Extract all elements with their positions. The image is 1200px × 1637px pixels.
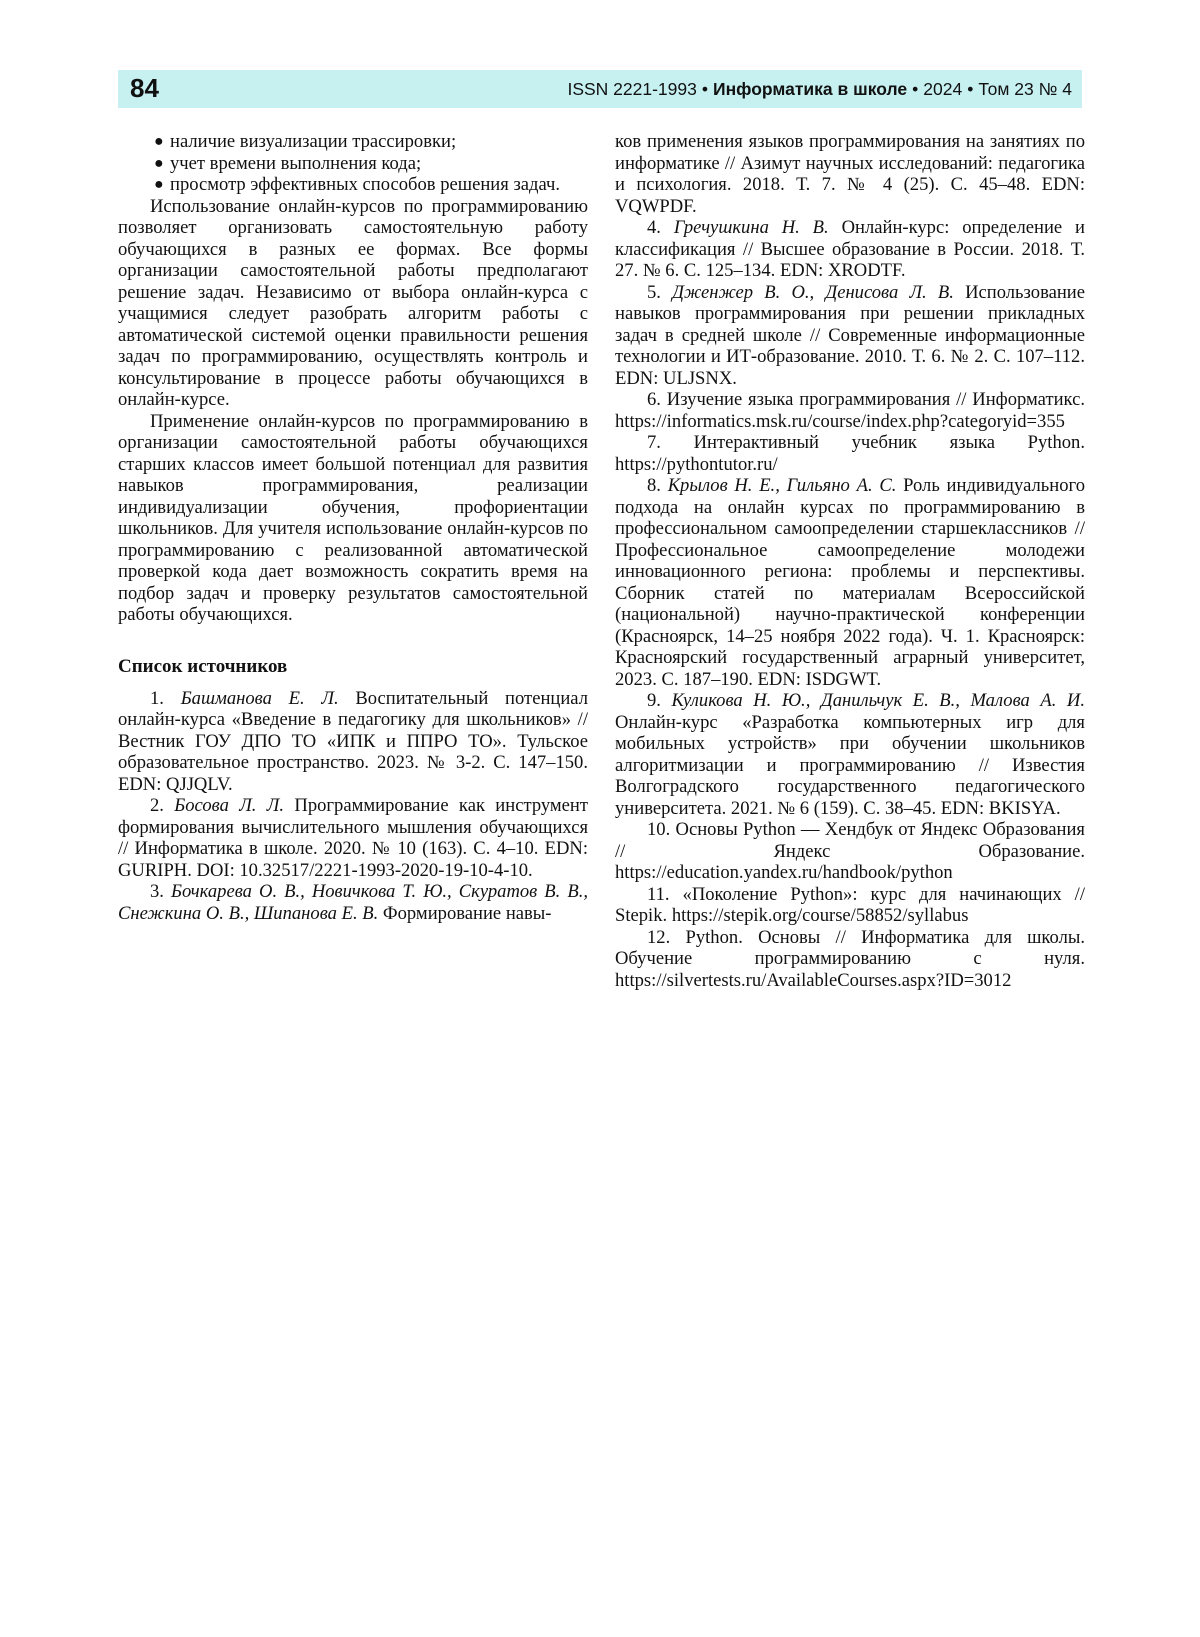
reference-item: 2. Босова Л. Л. Программирование как инструмент формирования вычислительного мышления обучающихся // Информатика в школе. 2020. № 10 (163). С. 4–10. EDN: GURIPH. DOI: 10.32517/2221-1993-2020-19-10-4-10. xyxy=(118,795,589,881)
reference-item: 3. Бочкарева О. В., Новичкова Т. Ю., Скуратов В. В., Снежкина О. В., Шипанова Е. В. Формирование навы- xyxy=(118,881,588,924)
reference-item: 4. Гречушкина Н. В. Онлайн-курс: определение и классификация // Высшее образование в России. 2018. Т. 27. № 6. С. 125–134. EDN: XRODTF. xyxy=(615,217,1086,281)
paragraph: Использование онлайн-курсов по программированию позволяет организовать самостоятельную работу обучающихся в разных ее формах. Все формы организации самостоятельной работы предполагают решение задач. Независимо от выбора онлайн-курса с учащимися следует разобрать алгоритм работы с автоматической системой оценки правильности решения задач по программированию, осуществлять контроль и консультирование в процессе работы обучающихся в онлайн-курсе. xyxy=(118,195,588,410)
reference-continuation: ков применения языков программирования на занятиях по информатике // Азимут научных исследований: педагогика и психология. 2018. Т. 7. № 4 (25). С. 45–48. EDN: VQWPDF. xyxy=(615,131,1085,217)
bullet-icon: ● xyxy=(154,154,164,172)
bullet-list xyxy=(118,131,588,196)
reference-item: 6. Изучение языка программирования // Информатикс. https://informatics.msk.ru/course/index.php?categoryid=355 xyxy=(615,389,1085,432)
list-item: ● просмотр эффективных способов решения задач. xyxy=(154,174,561,195)
list-item: ● учет времени выполнения кода; xyxy=(154,152,422,174)
reference-item: 1. Башманова Е. Л. Воспитательный потенциал онлайн-курса «Введение в педагогику для школьников» // Вестник ГОУ ДПО ТО «ИПК и ППРО ТО». Тульское образовательное пространство. 2023. № 3-2. С. 147–150. EDN: QJJQLV. xyxy=(118,687,588,795)
reference-item: 9. Куликова Н. Ю., Данильчук Е. В., Малова А. И. Онлайн-курс «Разработка компьютерных игр для мобильных устройств» при обучении школьников алгоритмизации и программированию // Известия Волгоградского государственного педагогического университета. 2021. № 6 (159). С. 38–45. EDN: BKISYA. xyxy=(615,690,1085,819)
left-column xyxy=(118,131,588,924)
reference-item: 7. Интерактивный учебник языка Python. https://pythontutor.ru/ xyxy=(615,432,1085,475)
bullet-icon: ● xyxy=(154,176,164,193)
reference-item: 10. Основы Python — Хендбук от Яндекс Образования // Яндекс Образование. https://education.yandex.ru/handbook/python xyxy=(615,819,1085,883)
list-item: ● наличие визуализации трассировки; xyxy=(154,131,457,152)
bullet-icon: ● xyxy=(154,133,164,150)
volume: Том 23 № 4 xyxy=(978,79,1072,99)
issn: ISSN 2221-1993 xyxy=(567,79,697,99)
page-header xyxy=(118,70,1082,108)
reference-item: 12. Python. Основы // Информатика для школы. Обучение программированию с нуля. https://silvertests.ru/AvailableCourses.aspx?ID=3012 xyxy=(615,926,1085,991)
reference-item: 5. Дженжер В. О., Денисова Л. В. Использование навыков программирования при решении прикладных задач в средней школе // Современные информационные технологии и ИТ-образование. 2010. Т. 6. № 2. С. 107–112. EDN: ULJSNX. xyxy=(615,281,1086,389)
references-heading: Список источников xyxy=(118,655,288,677)
page-number: 84 xyxy=(130,73,159,103)
year: 2024 xyxy=(923,79,963,99)
journal-title: Информатика в школе xyxy=(713,79,908,99)
paragraph: Применение онлайн-курсов по программированию в организации самостоятельной работы обучающихся старших классов имеет большой потенциал для развития навыков программирования, реализации индивидуализации обучения, профориентации школьников. Для учителя использование онлайн-курсов по программированию с реализованной автоматической проверкой кода дает возможность сократить время на подбор задач и проверку результатов самостоятельной работы обучающихся. xyxy=(118,410,588,625)
reference-item: 8. Крылов Н. Е., Гильяно А. С. Роль индивидуального подхода на онлайн курсах по программированию в профессиональном самоопределении старшеклассников // Профессиональное самоопределение молодежи инновационного региона: проблемы и перспективы. Сборник статей по материалам Всероссийской (национальной) научно-практической конференции (Красноярск, 14–25 ноября 2022 года). Ч. 1. Красноярск: Красноярский государственный аграрный университет, 2023. С. 187–190. EDN: ISDGWT. xyxy=(615,475,1085,690)
journal-info: ISSN 2221-1993 • Информатика в школе • 2024 • Том 23 № 4 xyxy=(567,79,1072,99)
reference-item: 11. «Поколение Python»: курс для начинающих // Stepik. https://stepik.org/course/58852/syllabus xyxy=(615,883,1085,926)
right-column xyxy=(615,131,1085,991)
